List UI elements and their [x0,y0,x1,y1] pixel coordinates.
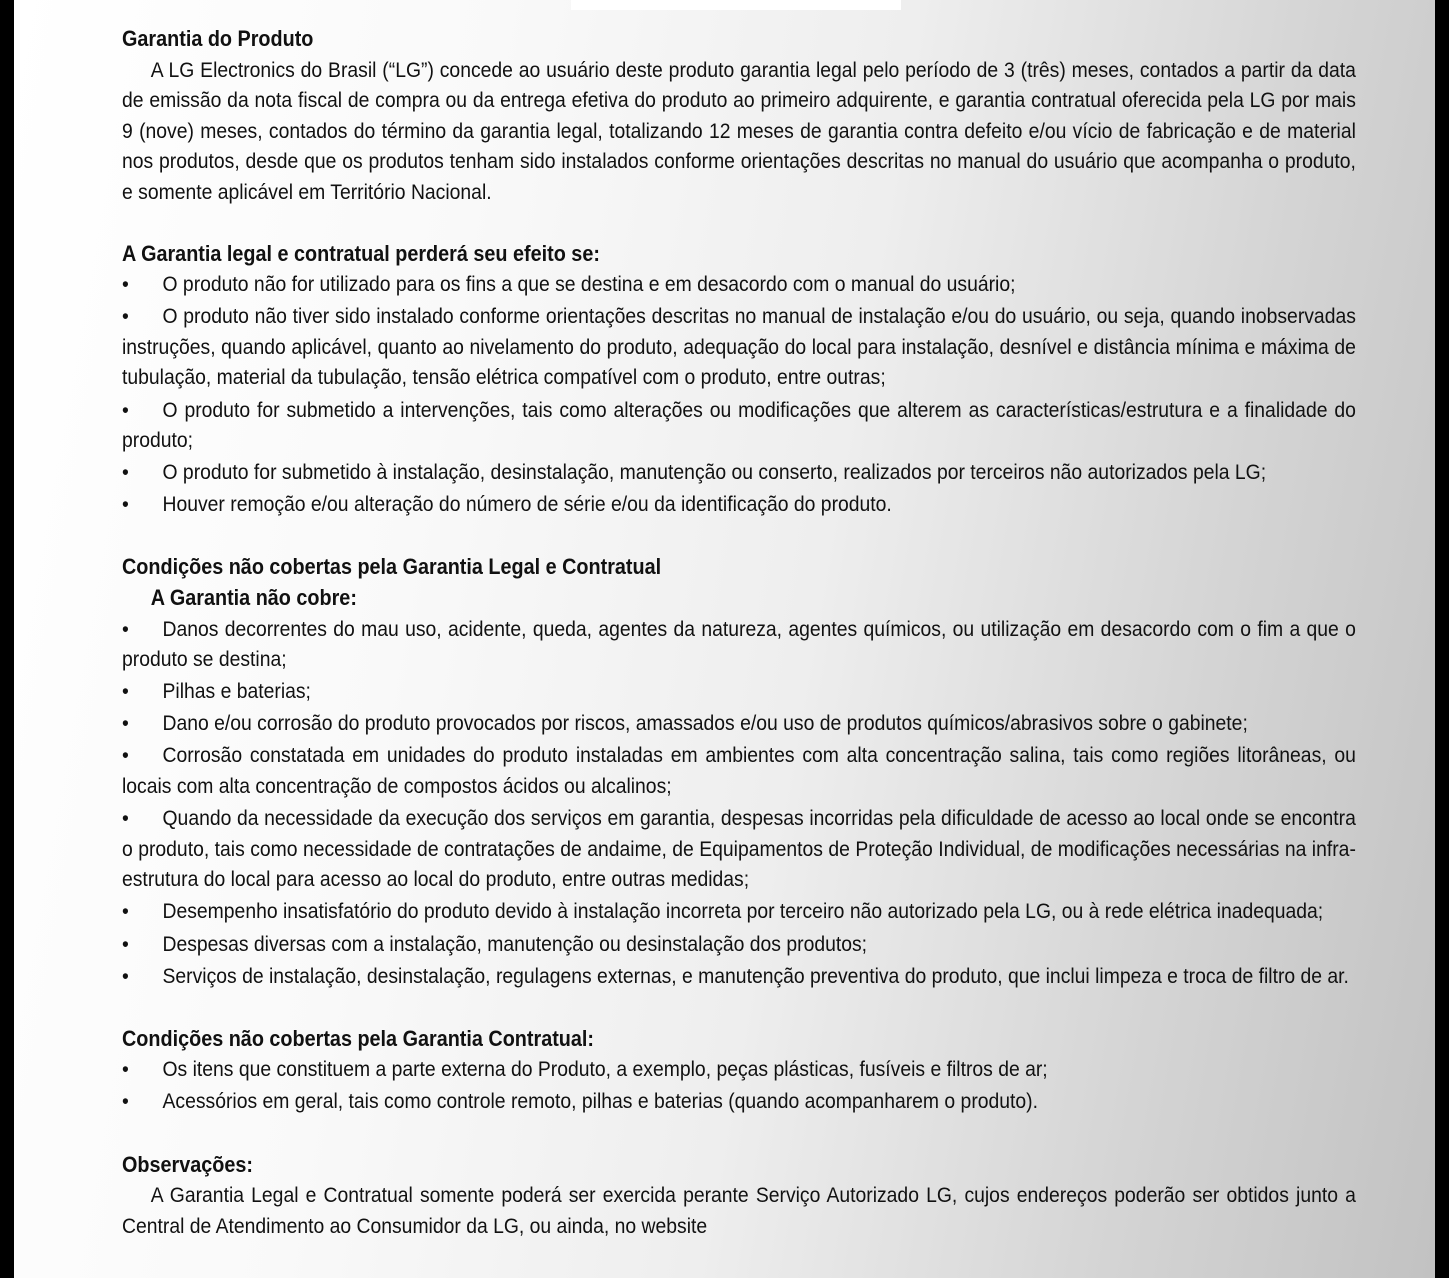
bullet-icon: • [122,304,129,329]
not-covered-list [122,614,1356,992]
document-body [122,24,1356,1241]
bullet-icon: • [122,743,129,768]
bullet-icon: • [122,1057,129,1082]
list-item: • Desempenho insatisfatório do produto devido à instalação incorreta por terceiro não autorizado pela LG, ou à rede elétrica inadequada; [122,896,1356,927]
not-covered-title: Condições não cobertas pela Garantia Legal e Contratual [122,554,662,580]
list-item: • Houver remoção e/ou alteração do número de série e/ou da identificação do produto. [122,489,1356,520]
contract-not-covered-title: Condições não cobertas pela Garantia Contratual: [122,1025,595,1051]
list-item: • Despesas diversas com a instalação, manutenção ou desinstalação dos produtos; [122,929,1356,960]
warranty-intro: A LG Electronics do Brasil (“LG”) concede ao usuário deste produto garantia legal pelo período de 3 (três) meses, contados a partir da data de emissão da nota fiscal de compra ou da entrega efetiva do produto ao primeiro adquirente, e garantia contratual oferecida pela LG por mais 9 (nove) meses, contados do término da garantia legal, totalizando 12 meses de garantia contra defeito e/ou vício de fabricação e de material nos produtos, desde que os produtos tenham sido instalados conforme orientações descritas no manual do usuário que acompanha o produto, e somente aplicável em Território Nacional. [122,57,1356,204]
bullet-icon: • [122,272,129,297]
list-item: • O produto for submetido a intervenções, tais como alterações ou modificações que alterem as características/estrutura e a finalidade do produto; [122,395,1356,456]
list-item: • O produto não tiver sido instalado conforme orientações descritas no manual de instalação e/ou do usuário, ou seja, quando inobservadas instruções, quando aplicável, quanto ao nivelamento do produto, adequação do local para instalação, desnível e distância mínima e máxima de tubulação, material da tubulação, tensão elétrica compatível com o produto, entre outras; [122,301,1356,393]
list-item: • Acessórios em geral, tais como controle remoto, pilhas e baterias (quando acompanharem o produto). [122,1086,1356,1117]
bullet-icon: • [122,931,129,956]
list-item: • Serviços de instalação, desinstalação, regulagens externas, e manutenção preventiva do produto, que inclui limpeza e troca de filtro de ar. [122,961,1356,992]
bullet-icon: • [122,1089,129,1114]
list-item: • O produto não for utilizado para os fins a que se destina e em desacordo com o manual do usuário; [122,269,1356,300]
bullet-icon: • [122,711,129,736]
bullet-icon: • [122,899,129,924]
bullet-icon: • [122,616,129,641]
bullet-icon: • [122,679,129,704]
loss-title: A Garantia legal e contratual perderá seu efeito se: [122,240,600,266]
top-tab-mark [571,0,901,10]
bullet-icon: • [122,397,129,422]
notes-title: Observações: [122,1151,253,1177]
warranty-title: Garantia do Produto [122,26,314,51]
loss-list [122,269,1356,520]
list-item: • Danos decorrentes do mau uso, acidente, queda, agentes da natureza, agentes químicos, ou utilização em desacordo com o fim a que o produto se destina; [122,614,1356,675]
list-item: • Corrosão constatada em unidades do produto instaladas em ambientes com alta concentração salina, tais como regiões litorâneas, ou locais com alta concentração de compostos ácidos ou alcalinos; [122,740,1356,801]
bullet-icon: • [122,460,129,485]
list-item: • Pilhas e baterias; [122,676,1356,707]
contract-not-covered-list [122,1054,1356,1117]
list-item: • O produto for submetido à instalação, desinstalação, manutenção ou conserto, realizados por terceiros não autorizados pela LG; [122,457,1356,488]
notes-text: A Garantia Legal e Contratual somente poderá ser exercida perante Serviço Autorizado LG, cujos endereços poderão ser obtidos junto a Central de Atendimento ao Consumidor da LG, ou ainda, no website [122,1183,1356,1238]
list-item: • Os itens que constituem a parte externa do Produto, a exemplo, peças plásticas, fusíveis e filtros de ar; [122,1054,1356,1085]
list-item: • Quando da necessidade da execução dos serviços em garantia, despesas incorridas pela dificuldade de acesso ao local onde se encontra o produto, tais como necessidade de contratações de andaime, de Equipamentos de Proteção Individual, de modificações necessárias na infra-estrutura do local para acesso ao local do produto, entre outras medidas; [122,803,1356,895]
bullet-icon: • [122,806,129,831]
bullet-icon: • [122,492,129,517]
bullet-icon: • [122,963,129,988]
not-covered-subtitle: A Garantia não cobre: [150,585,357,610]
list-item: • Dano e/ou corrosão do produto provocados por riscos, amassados e/ou uso de produtos químicos/abrasivos sobre o gabinete; [122,708,1356,739]
